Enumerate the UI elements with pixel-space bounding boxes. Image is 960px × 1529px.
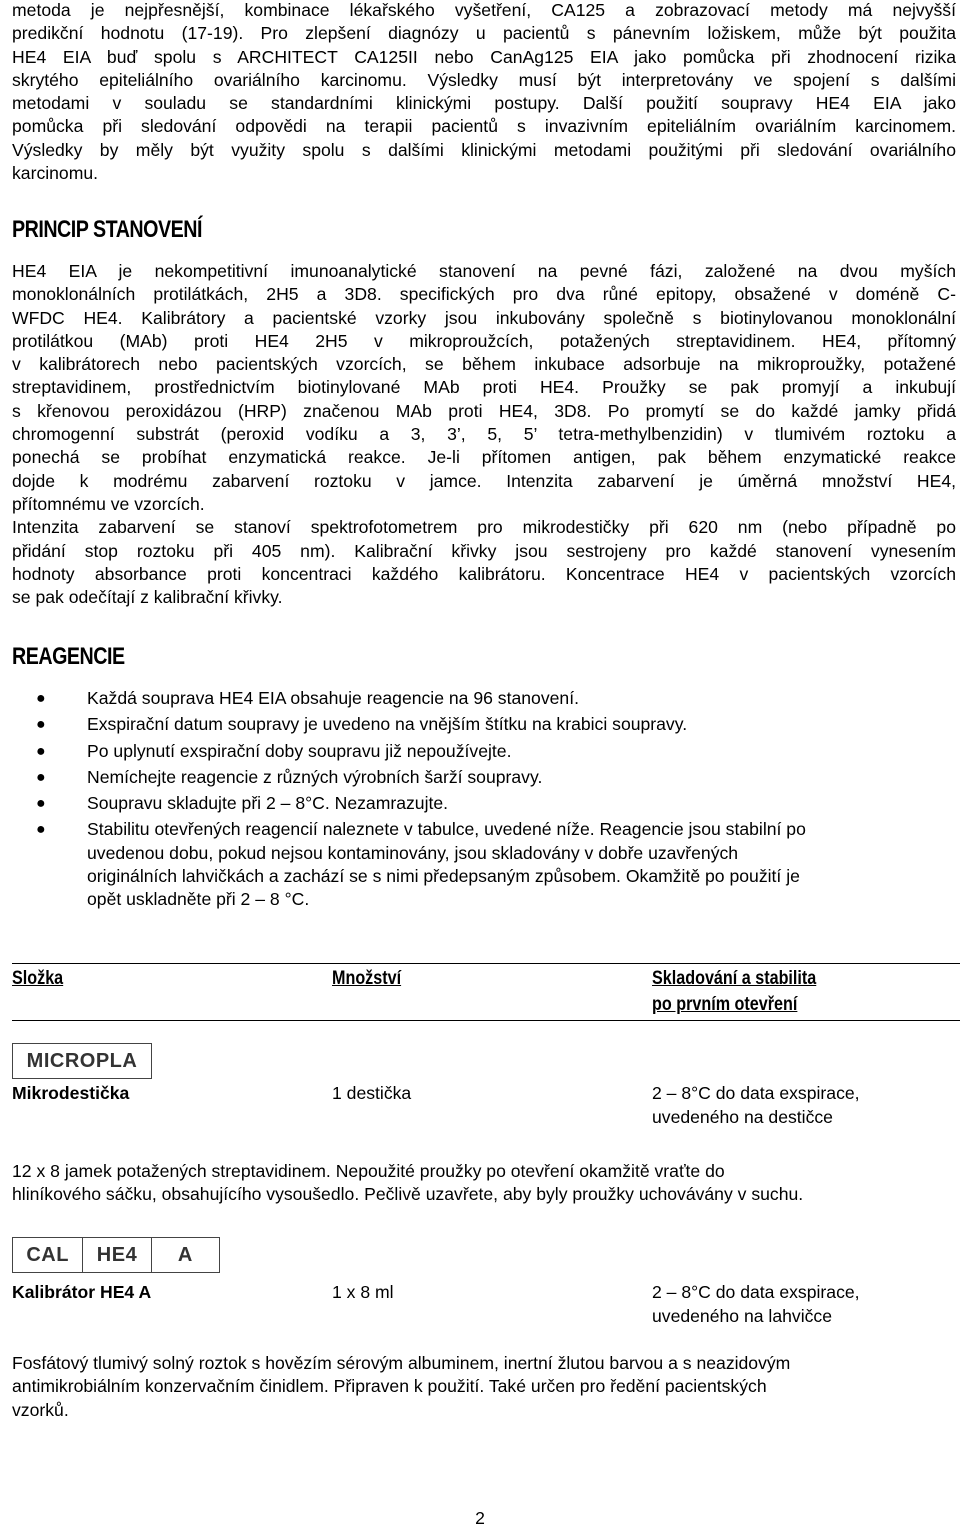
text-line: Fosfátový tlumivý solný roztok s hovězím sérovým albuminem, inertní žlutou barvou a s neazidovým (12, 1353, 791, 1373)
bullet-icon: ● (36, 768, 46, 786)
column-header-quantity: Množství (332, 968, 402, 989)
text-line: se pak odečítají z kalibrační křivky. (12, 587, 283, 608)
text-line: ponechá se probíhat enzymatická reakce. Je-li přítomen antigen, pak během enzymatické reakce (12, 447, 956, 468)
text-line: WFDC HE4. Kalibrátory a pacientské vzorky jsou inkubovány společně s biotinylovanou monoklonální (12, 307, 956, 328)
list-item (12, 687, 956, 710)
text-line: metodami v souladu se standardními klinickými postupy. Další použití soupravy HE4 EIA jako (12, 93, 956, 114)
list-item (12, 766, 956, 789)
text-line: monoklonálních protilátkách, 2H5 a 3D8. specifických pro dva růné epitopy, obsažené v doméně C- (12, 284, 956, 305)
storage-line: uvedeného na destičce (652, 1107, 833, 1127)
page-number: 2 (475, 1508, 485, 1528)
text-line: streptavidinem, prostřednictvím biotinylované MAb proti HE4. Proužky se pak promyjí a inkubují (12, 377, 956, 398)
component-quantity: 1 destička (332, 1083, 412, 1103)
text-line: Intenzita zabarvení se stanoví spektrofotometrem pro mikrodestičky při 620 nm (nebo případně po (12, 517, 956, 538)
text-line: v kalibrátorech nebo pacientských vzorcích, se během inkubace adsorbuje na mikroproužky, potažené (12, 354, 956, 375)
list-item (12, 818, 956, 911)
bullet-icon: ● (36, 690, 46, 707)
symbol-cell: MICROPLA (26, 1049, 138, 1072)
bullet-icon: ● (36, 716, 46, 734)
list-item-text: uvedenou dobu, pokud nejsou kontaminovány, jsou skladovány v dobře uzavřených (87, 842, 739, 863)
text-line: přidání stop roztoku při 405 nm). Kalibrační křivky jsou sestrojeny pro každé stanovení vynesením (12, 540, 956, 561)
text-line: predikční hodnotu (17-19). Pro zlepšení diagnózy u pacientů s pánevním ložiskem, může být použita (12, 23, 956, 44)
component-quantity: 1 x 8 ml (332, 1282, 394, 1302)
list-item-text: Každá souprava HE4 EIA obsahuje reagencie na 96 stanovení. (87, 688, 579, 708)
text-line: hodnoty absorbance proti koncentraci každého kalibrátoru. Koncentrace HE4 v pacientských vzorcích (12, 563, 956, 584)
bullet-icon: ● (36, 795, 46, 813)
text-line: metoda je nejpřesnější, kombinace lékařského vyšetření, CA125 a zobrazovací metody má nejvyšší (12, 0, 956, 20)
text-line: přítomnému ve vzorcích. (12, 493, 205, 514)
text-line: s křenovou peroxidázou (HRP) značenou MAb proti HE4, 3D8. Po promytí se do každé jamky přidá (12, 400, 956, 421)
text-line: HE4 EIA je nekompetitivní imunoanalytické stanovení na pevné fázi, založené na dvou myších (12, 261, 956, 281)
text-line: hliníkového sáčku, obsahujícího vysoušedlo. Pečlivě uzavřete, aby byly proužky uchovávány v suchu. (12, 1184, 804, 1205)
list-item (12, 792, 956, 815)
storage-line: 2 – 8°C do data exspirace, (652, 1282, 860, 1302)
component-description (12, 1160, 956, 1207)
list-item-text: Nemíchejte reagencie z různých výrobních šarží soupravy. (87, 766, 543, 787)
component-storage (652, 1081, 952, 1129)
list-item (12, 740, 956, 763)
column-header-component: Složka (12, 968, 64, 989)
intro-paragraph (12, 0, 956, 185)
reagents-list (12, 687, 956, 915)
storage-line: uvedeného na lahvičce (652, 1306, 832, 1326)
text-line: chromogenní substrát (peroxid vodíku a 3, 3’, 5, 5’ tetra-methylbenzidin) v tlumivém roztoku a (12, 424, 956, 445)
list-item-text: Stabilitu otevřených reagencií naleznete v tabulce, uvedené níže. Reagencie jsou stabilní po (87, 819, 806, 840)
text-line: skrytého epiteliálního ovariálního karcinomu. Výsledky musí být interpretovány ve spojení s dalšími (12, 69, 956, 90)
storage-line: 2 – 8°C do data exspirace, (652, 1083, 860, 1103)
text-line: 12 x 8 jamek potažených streptavidinem. Nepoužité proužky po otevření okamžitě vraťte do (12, 1161, 725, 1181)
symbol-label-cal-he4-a (12, 1237, 220, 1273)
bullet-icon: ● (36, 742, 46, 760)
list-item-text: originálních lahvičkách a zachází se s nimi předepsaným způsobem. Okamžitě po použití je (87, 866, 800, 887)
text-line: protilátkou (MAb) proti HE4 2H5 v mikroproužcích, potažených streptavidinem. HE4, přítomný (12, 330, 956, 351)
column-header-storage-line2: po prvním otevření (652, 994, 798, 1015)
text-line: HE4 EIA buď spolu s ARCHITECT CA125II nebo CanAg125 EIA jako pomůcka při zhodnocení rizika (12, 46, 956, 67)
symbol-cell: CAL (13, 1238, 83, 1272)
text-line: vzorků. (12, 1399, 69, 1420)
symbol-label-micropla (12, 1043, 152, 1079)
section-heading-reagents: REAGENCIE (12, 643, 125, 670)
text-line: karcinomu. (12, 163, 99, 184)
column-header-storage: Skladování a stabilita (652, 968, 817, 989)
section-heading-principle: PRINCIP STANOVENÍ (12, 216, 202, 243)
symbol-cell: A (177, 1243, 193, 1266)
symbol-cell: HE4 (83, 1238, 151, 1272)
list-item-text: Soupravu skladujte při 2 – 8°C. Nezamrazujte. (87, 793, 449, 814)
component-storage (652, 1280, 952, 1328)
text-line: antimikrobiálním konzervačním činidlem. Připraven k použití. Také určen pro ředění pacientských (12, 1376, 767, 1397)
table-header (12, 963, 960, 1021)
component-description (12, 1352, 956, 1422)
list-item-text: Po uplynutí exspirační doby soupravu již nepoužívejte. (87, 740, 512, 761)
bullet-icon: ● (36, 821, 46, 839)
list-item (12, 713, 956, 736)
principle-paragraph (12, 260, 956, 609)
component-name: Kalibrátor HE4 A (12, 1282, 152, 1302)
list-item-text: opět uskladněte při 2 – 8 °C. (87, 889, 310, 910)
text-line: pomůcka při sledování odpovědi na terapii pacientů s invazivním epiteliálním ovariálním karcinomem. (12, 116, 956, 137)
list-item-text: Exspirační datum soupravy je uvedeno na vnějším štítku na krabici soupravy. (87, 714, 688, 735)
text-line: Výsledky by měly být využity spolu s dalšími klinickými metodami použitými při sledování ovariálního (12, 139, 956, 160)
text-line: dojde k modrému zabarvení roztoku v jamce. Intenzita zabarvení je úměrná množství HE4, (12, 470, 956, 491)
component-name: Mikrodestička (12, 1083, 130, 1103)
